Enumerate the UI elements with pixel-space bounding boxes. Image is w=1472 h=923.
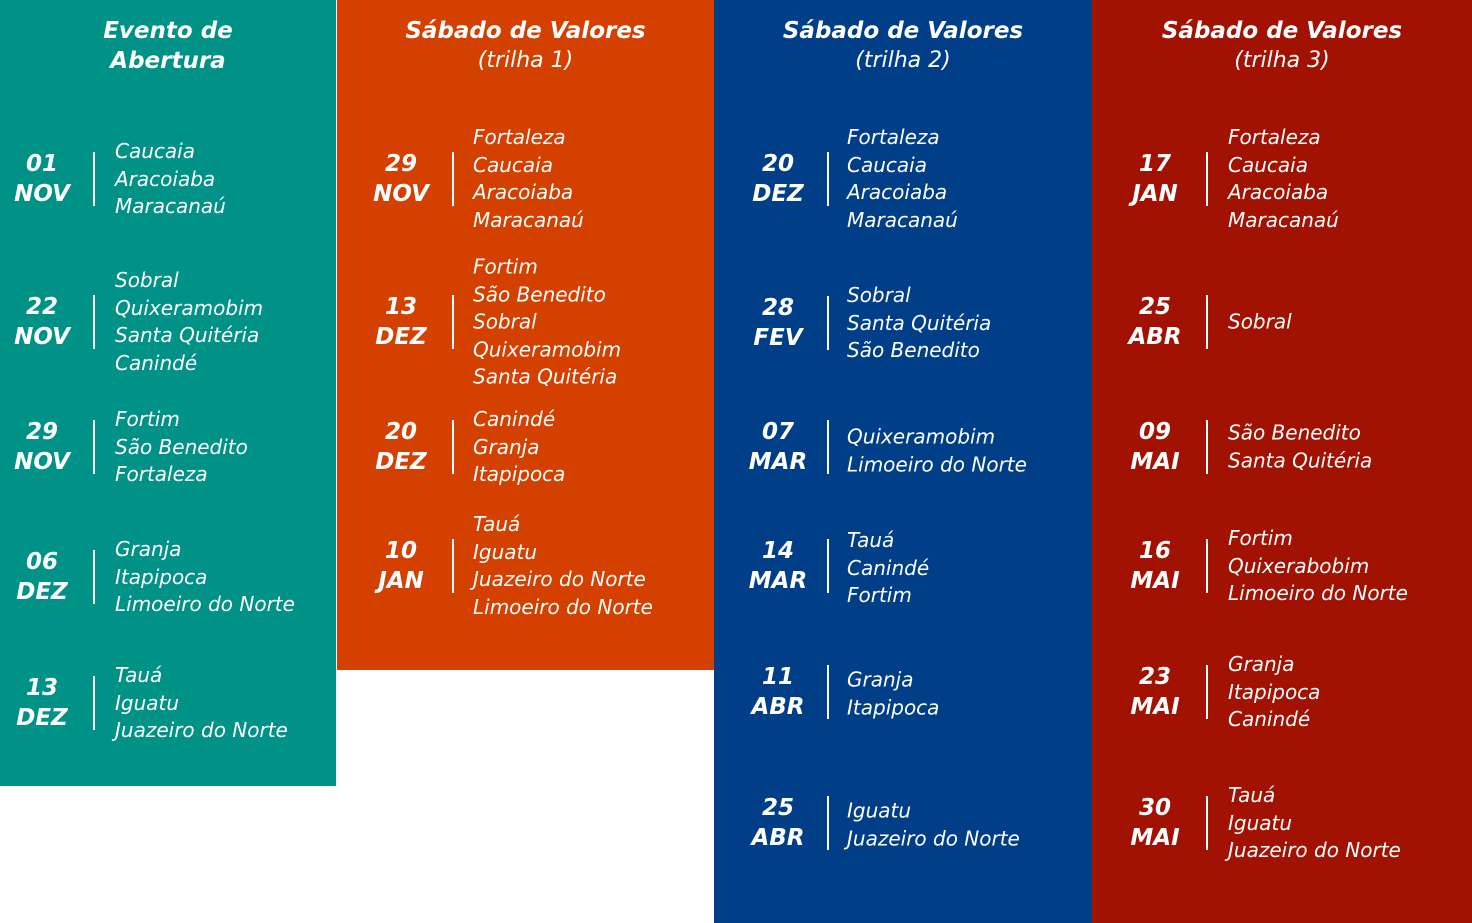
city-name: Caucaia [847,152,927,177]
divider-line [1206,539,1208,593]
city-name: Iguatu [1228,810,1293,835]
divider-line [93,420,95,474]
divider-line [1206,295,1208,349]
divider-line [827,152,829,206]
city-name: Maracanaú [847,207,958,232]
event-month: NOV [373,181,429,207]
city-name: São Benedito [1228,420,1361,445]
city-name: Santa Quitéria [473,364,618,389]
event-day: 13 [25,675,58,701]
event-month: NOV [14,449,70,475]
event-date [1115,417,1195,477]
city-name: Iguatu [115,690,180,715]
column-evento-abertura [0,0,336,786]
city-name: Quixerabobim [1228,553,1370,578]
event-date [738,293,818,353]
city-list [1228,782,1401,865]
city-name: Santa Quitéria [1228,448,1373,472]
column-title: Sábado de Valores [405,18,646,44]
city-name: Sobral [847,282,911,307]
city-name: Canindé [1228,706,1311,731]
event-date [1115,292,1195,352]
event-date [2,292,82,352]
event-month: DEZ [752,181,804,207]
city-list [473,124,584,234]
city-name: Sobral [115,268,179,292]
event-day: 10 [384,538,417,564]
event-day: 06 [25,549,58,575]
city-name: Aracoiaba [1228,180,1329,204]
event-day: 22 [25,294,58,320]
city-list [473,511,653,621]
divider-line [452,539,454,593]
city-name: Itapipoca [847,695,940,719]
event-date [2,417,82,477]
divider-line [93,152,95,206]
city-name: Quixeramobim [847,424,996,449]
event-day: 25 [1138,294,1171,320]
column-title: Evento de [103,18,233,44]
event-date [1115,793,1195,853]
city-name: São Benedito [847,337,980,362]
column-title-line2: Abertura [110,48,226,74]
city-name: Tauá [473,512,521,536]
event-day: 29 [384,151,417,177]
event-day: 20 [384,419,417,445]
city-name: Caucaia [1228,152,1308,177]
city-name: Juazeiro do Norte [473,567,646,591]
city-name: Granja [847,667,914,692]
city-name: Itapipoca [115,564,208,589]
city-list [1228,124,1339,234]
city-list [115,536,295,619]
event-date [738,793,818,853]
column-subtitle: (trilha 1) [477,48,574,73]
divider-line [827,796,829,850]
event-day: 16 [1138,538,1171,564]
event-day: 23 [1138,664,1171,690]
city-name: Santa Quitéria [115,323,260,347]
divider-line [1206,665,1208,719]
city-name: Quixeramobim [473,336,622,361]
city-list [115,267,263,377]
city-name: Fortaleza [1228,125,1321,149]
event-month: MAI [1130,694,1180,720]
divider-line [827,296,829,350]
city-list [115,406,248,489]
city-name: São Benedito [473,281,606,306]
event-month: DEZ [375,449,427,475]
city-list [473,253,621,391]
city-name: Canindé [115,350,198,375]
divider-line [1206,152,1208,206]
city-name: Santa Quitéria [847,310,992,335]
event-date [361,417,441,477]
city-name: Sobral [473,309,537,334]
event-day: 09 [1138,419,1171,445]
column-header [1092,16,1472,76]
city-name: Juazeiro do Norte [1228,837,1401,862]
event-day: 28 [761,295,794,321]
city-list [847,798,1020,853]
event-day: 11 [761,664,794,690]
city-name: Itapipoca [473,461,566,486]
city-name: Tauá [847,527,895,552]
event-month: NOV [14,324,70,350]
city-list [115,138,226,221]
city-name: Fortaleza [473,125,566,149]
column-trilha-1 [337,0,714,670]
column-header [0,16,336,76]
event-month: DEZ [375,324,427,350]
column-trilha-3 [1092,0,1472,923]
event-day: 20 [761,151,794,177]
city-name: Caucaia [115,138,195,163]
divider-line [827,539,829,593]
column-title: Sábado de Valores [782,18,1024,44]
event-month: NOV [14,181,70,207]
column-header [337,16,714,76]
city-name: Canindé [847,555,930,580]
city-name: Maracanaú [1228,207,1339,232]
event-date [2,673,82,733]
event-day: 30 [1138,795,1171,821]
divider-line [452,295,454,349]
event-date [1115,662,1195,722]
city-name: Limoeiro do Norte [1228,580,1408,605]
divider-line [452,420,454,474]
city-name: Tauá [1228,782,1276,807]
city-name: Iguatu [473,539,538,564]
divider-line [827,665,829,719]
event-date [738,149,818,209]
divider-line [93,676,95,730]
divider-line [452,152,454,206]
city-name: Canindé [473,406,556,431]
city-name: Granja [115,536,182,561]
city-name: Fortaleza [115,461,208,486]
city-name: Fortim [1228,525,1293,550]
divider-line [1206,420,1208,474]
event-month: DEZ [16,705,68,731]
city-name: Granja [1228,651,1295,676]
city-name: Juazeiro do Norte [847,826,1020,850]
event-date [738,536,818,596]
city-name: Juazeiro do Norte [115,717,288,742]
event-month: MAR [748,568,808,594]
column-title: Sábado de Valores [1161,18,1403,44]
divider-line [93,550,95,604]
event-month: MAI [1130,449,1180,475]
column-header [714,16,1092,76]
city-list [847,124,958,234]
city-name: Maracanaú [473,207,584,232]
event-day: 17 [1138,151,1171,177]
event-date [2,547,82,607]
city-list [1228,651,1320,734]
city-list [1228,420,1372,475]
divider-line [827,420,829,474]
city-list [473,406,565,489]
city-name: Fortim [115,406,180,431]
column-trilha-2 [714,0,1092,923]
event-date [738,662,818,722]
city-list [847,282,991,365]
event-month: ABR [751,694,805,720]
city-name: Fortim [473,254,538,279]
event-month: ABR [1128,324,1182,350]
city-name: Quixeramobim [115,295,264,320]
city-list [847,424,1027,479]
event-day: 07 [761,419,794,445]
city-name: Limoeiro do Norte [115,591,295,616]
event-day: 01 [25,151,58,177]
event-date [361,536,441,596]
city-name: Fortim [847,582,912,607]
event-date [1115,149,1195,209]
event-date [1115,536,1195,596]
city-list [115,662,288,745]
city-name: Tauá [115,662,163,687]
event-month: JAN [1132,181,1178,207]
divider-line [1206,796,1208,850]
city-list [847,667,939,722]
city-name: São Benedito [115,434,248,459]
event-day: 14 [761,538,794,564]
city-name: Aracoiaba [473,180,574,204]
event-month: DEZ [16,579,68,605]
city-list [1228,308,1292,336]
event-month: MAI [1130,825,1180,851]
city-name: Caucaia [473,152,553,177]
event-month: MAI [1130,568,1180,594]
divider-line [93,295,95,349]
event-month: JAN [378,568,424,594]
city-name: Fortaleza [847,125,940,149]
city-name: Itapipoca [1228,679,1321,704]
city-name: Sobral [1228,309,1292,334]
event-date [361,292,441,352]
event-month: FEV [753,325,803,351]
event-date [738,417,818,477]
event-month: ABR [751,825,805,851]
event-day: 29 [25,419,58,445]
city-name: Limoeiro do Norte [473,594,653,619]
event-day: 25 [761,795,794,821]
event-date [361,149,441,209]
event-day: 13 [384,294,417,320]
city-name: Iguatu [847,798,912,823]
event-month: MAR [748,449,808,475]
city-name: Granja [473,434,540,459]
city-list [1228,525,1408,608]
event-date [2,149,82,209]
column-subtitle: (trilha 2) [855,48,951,73]
city-name: Aracoiaba [847,180,948,204]
city-name: Limoeiro do Norte [847,452,1027,476]
column-subtitle: (trilha 3) [1234,48,1330,73]
city-list [847,527,929,610]
city-name: Aracoiaba [115,166,216,191]
city-name: Maracanaú [115,193,226,218]
